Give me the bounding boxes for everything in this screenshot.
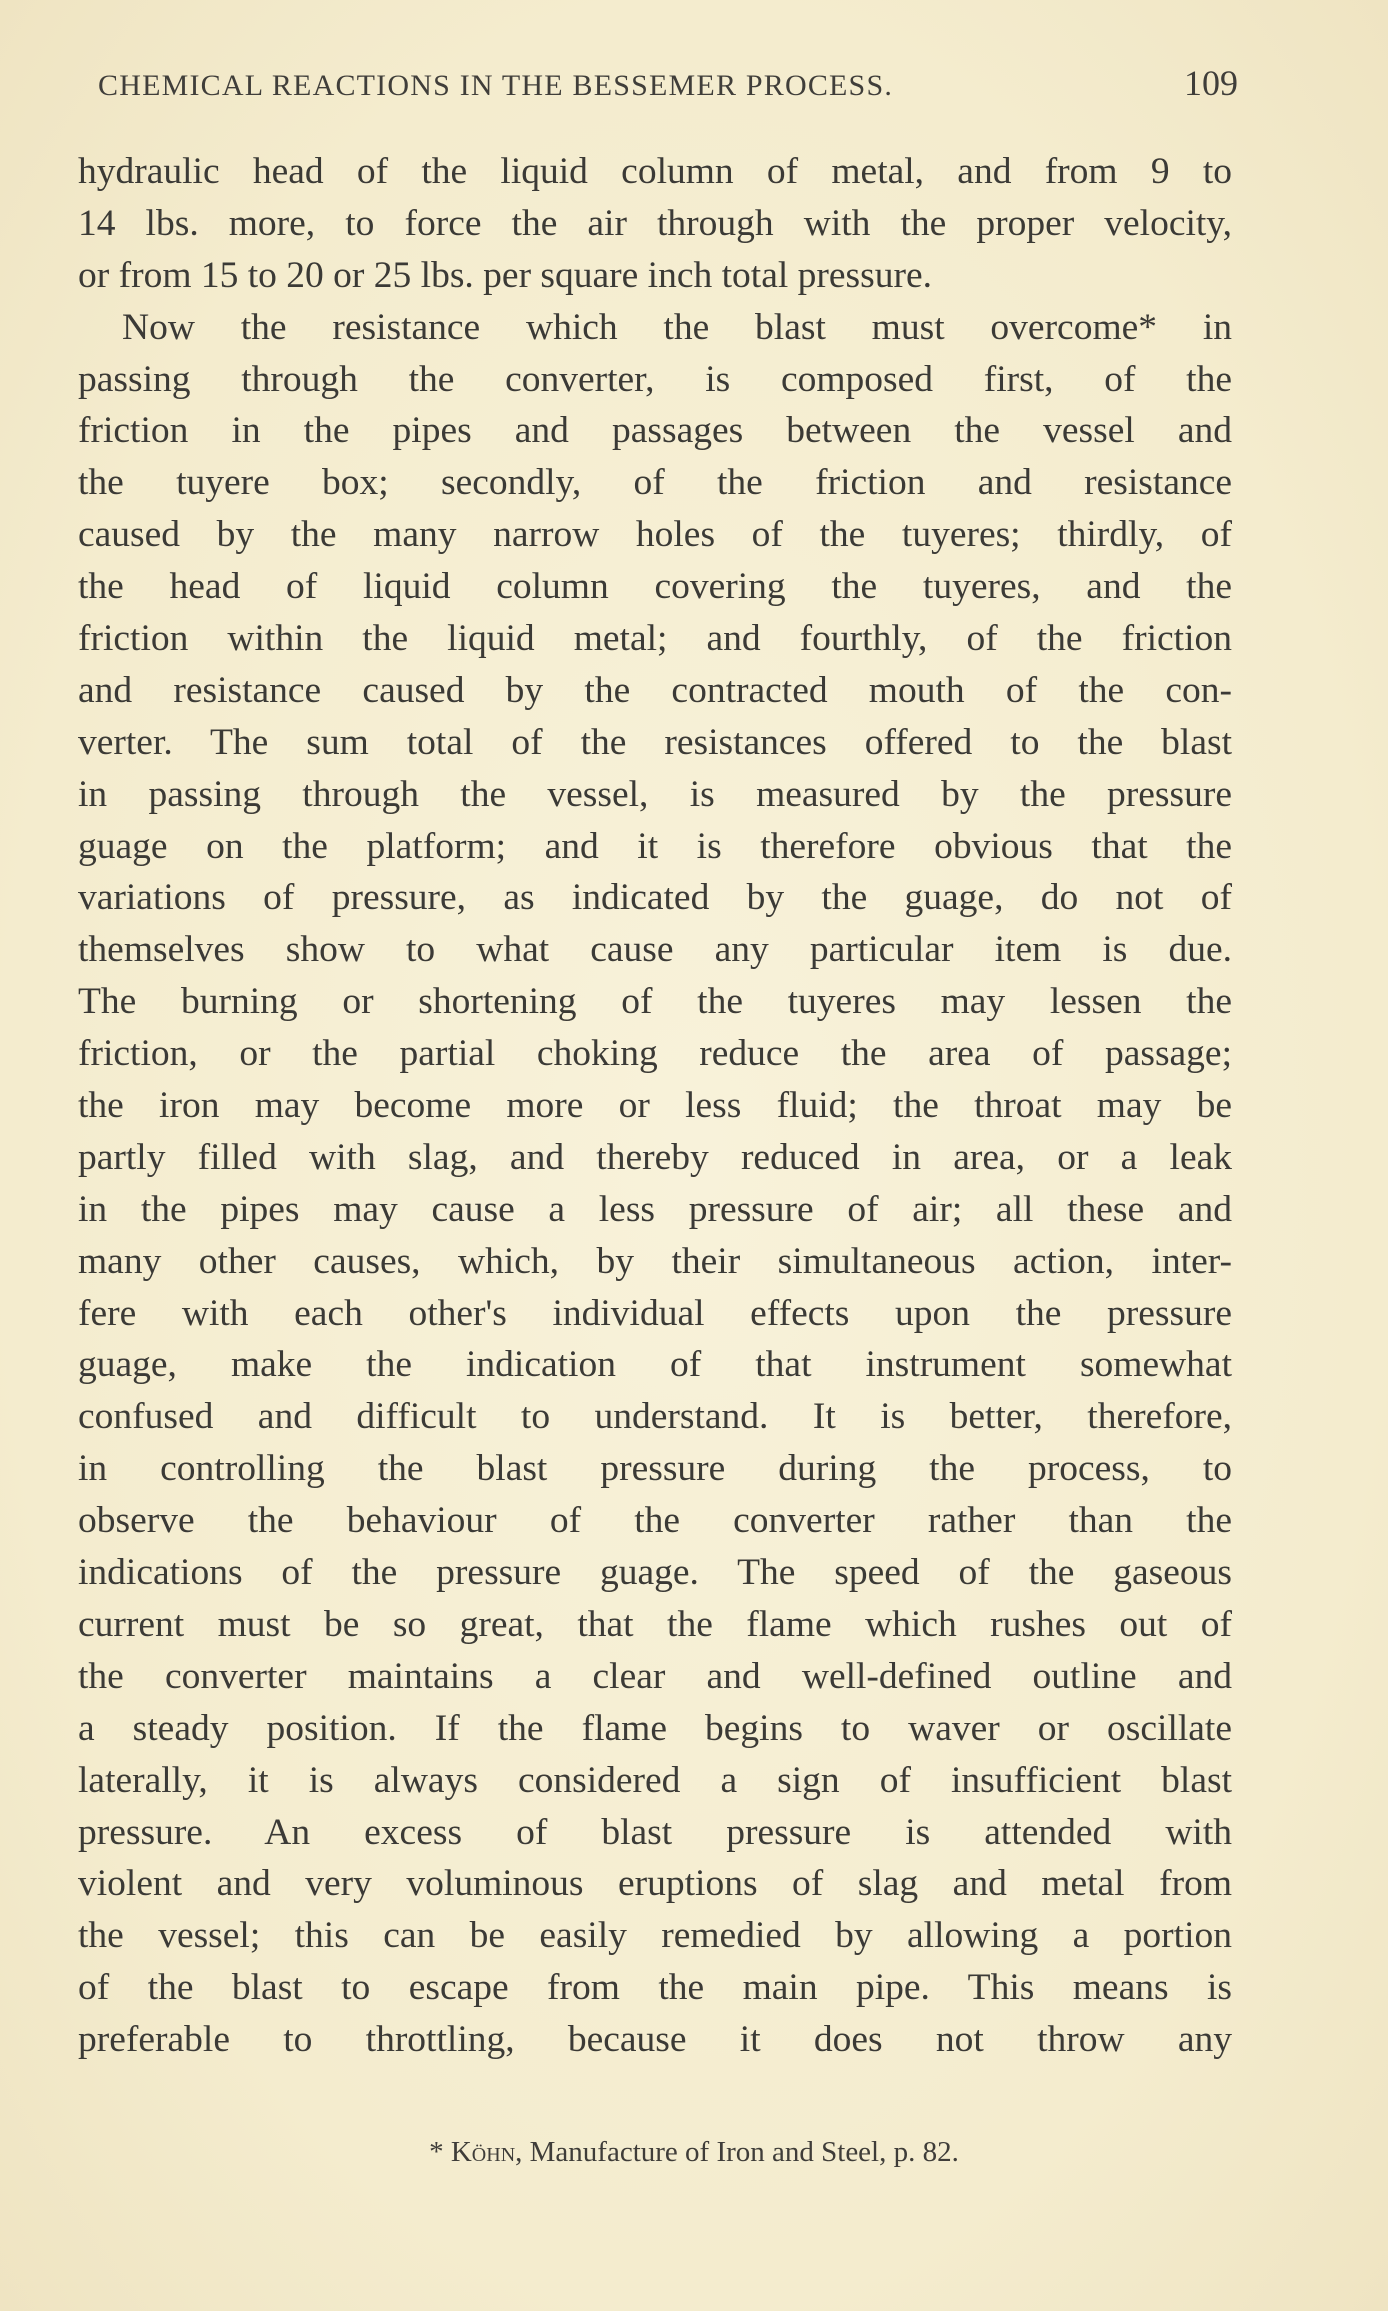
text-line: variations of pressure, as indicated by the guage, do not of — [78, 877, 1232, 919]
text-line: guage on the platform; and it is therefore obvious that the — [78, 825, 1232, 867]
text-line: Now the resistance which the blast must overcome* in — [122, 306, 1232, 348]
text-line: observe the behaviour of the converter rather than the — [78, 1500, 1232, 1542]
footnote — [0, 2136, 1388, 2169]
text-line: the iron may become more or less fluid; the throat may be — [78, 1085, 1232, 1127]
text-line: of the blast to escape from the main pipe. This means is — [78, 1967, 1232, 2009]
text-line: guage, make the indication of that instrument somewhat — [78, 1344, 1232, 1386]
footnote-citation: , Manufacture of Iron and Steel, p. 82. — [515, 2136, 959, 2168]
text-line: confused and difficult to understand. It is better, therefore, — [78, 1396, 1232, 1438]
text-line: violent and very voluminous eruptions of slag and metal from — [78, 1863, 1232, 1905]
text-line: many other causes, which, by their simultaneous action, inter- — [78, 1240, 1232, 1282]
text-line: hydraulic head of the liquid column of metal, and from 9 to — [78, 151, 1232, 192]
text-line: themselves show to what cause any particular item is due. — [78, 929, 1232, 971]
text-line: in the pipes may cause a less pressure of air; all these and — [78, 1188, 1232, 1230]
text-line: and resistance caused by the contracted mouth of the con- — [78, 669, 1232, 711]
text-line: in controlling the blast pressure during the process, to — [78, 1448, 1232, 1490]
text-line: or from 15 to 20 or 25 lbs. per square inch total pressure. — [78, 254, 932, 296]
text-line: laterally, it is always considered a sign of insufficient blast — [78, 1759, 1232, 1801]
text-line: passing through the converter, is composed first, of the — [78, 358, 1232, 400]
page-number: 109 — [1184, 63, 1238, 103]
running-header — [98, 62, 1238, 104]
text-line: the vessel; this can be easily remedied by allowing a portion — [78, 1915, 1232, 1957]
running-title: CHEMICAL REACTIONS IN THE BESSEMER PROCESS. — [98, 69, 894, 102]
text-line: the tuyere box; secondly, of the friction and resistance — [78, 462, 1232, 504]
text-line: partly filled with slag, and thereby reduced in area, or a leak — [78, 1136, 1232, 1178]
text-line: 14 lbs. more, to force the air through with the proper velocity, — [78, 202, 1232, 244]
text-line: the converter maintains a clear and well-defined outline and — [78, 1655, 1232, 1697]
text-line: friction, or the partial choking reduce the area of passage; — [78, 1033, 1232, 1075]
text-line: caused by the many narrow holes of the tuyeres; thirdly, of — [78, 514, 1232, 556]
text-line: the head of liquid column covering the tuyeres, and the — [78, 566, 1232, 608]
text-line: pressure. An excess of blast pressure is attended with — [78, 1811, 1232, 1853]
text-line: preferable to throttling, because it does not throw any — [78, 2019, 1232, 2061]
text-line: a steady position. If the flame begins to waver or oscillate — [78, 1707, 1232, 1749]
text-line: friction in the pipes and passages between the vessel and — [78, 410, 1232, 452]
text-line: current must be so great, that the flame which rushes out of — [78, 1603, 1232, 1645]
footnote-marker: * — [429, 2136, 444, 2168]
footnote-author: Köhn — [450, 2136, 516, 2168]
text-line: fere with each other's individual effects upon the pressure — [78, 1292, 1232, 1334]
text-line: verter. The sum total of the resistances offered to the blast — [78, 721, 1232, 763]
text-line: in passing through the vessel, is measured by the pressure — [78, 773, 1232, 815]
body-text — [78, 146, 1232, 2066]
text-line: indications of the pressure guage. The speed of the gaseous — [78, 1552, 1232, 1594]
text-line: friction within the liquid metal; and fourthly, of the friction — [78, 618, 1232, 660]
text-line: The burning or shortening of the tuyeres may lessen the — [78, 981, 1232, 1023]
